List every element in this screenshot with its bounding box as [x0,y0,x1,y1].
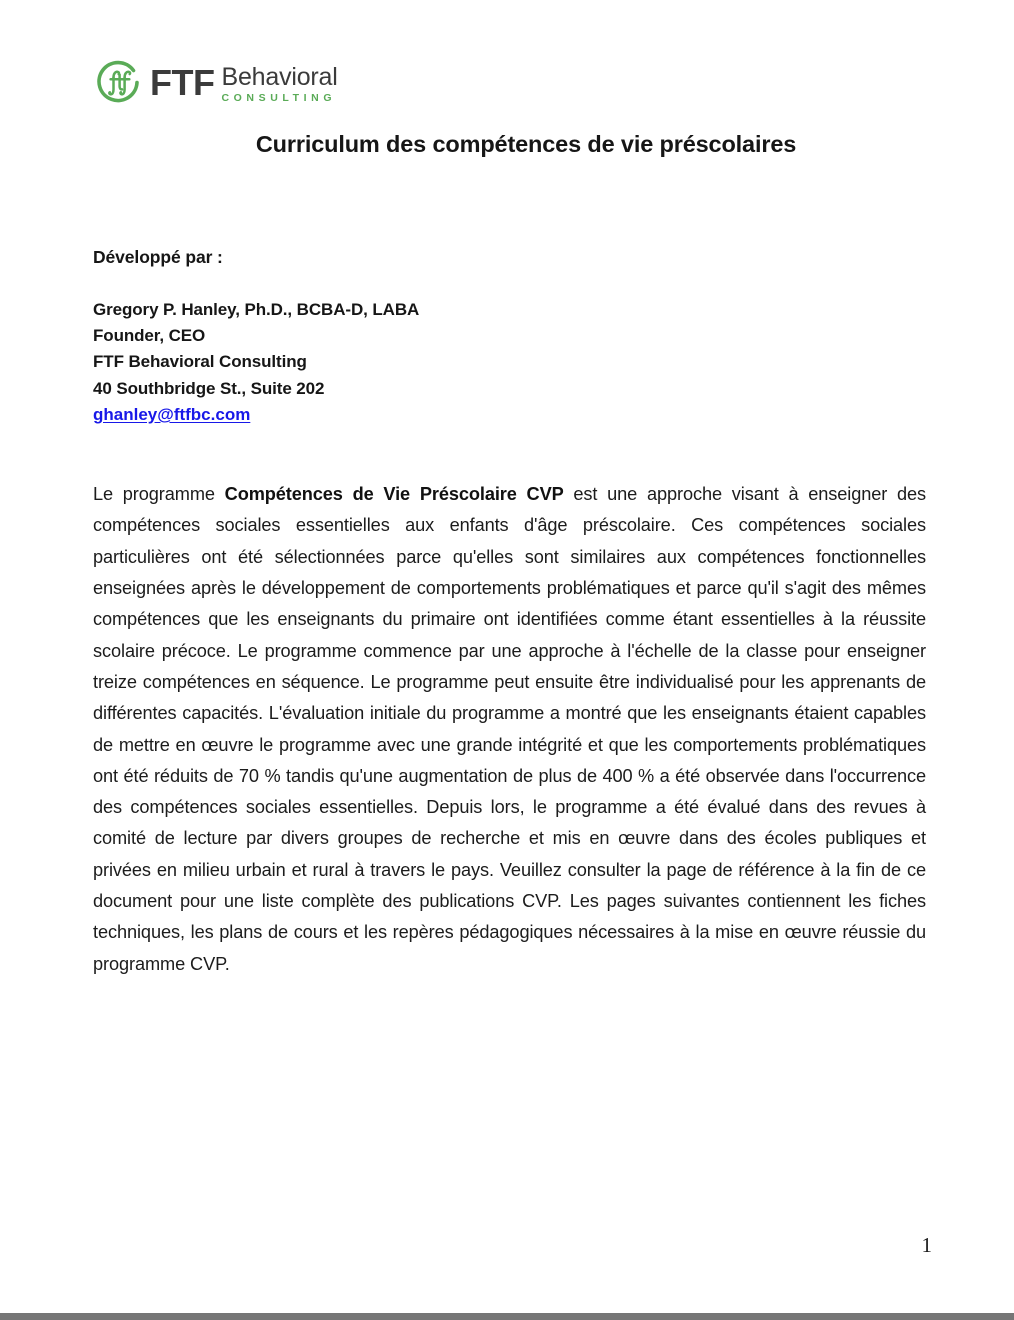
paragraph-text: Le programme [93,484,225,505]
intro-paragraph [93,479,926,980]
author-address: 40 Southbridge St., Suite 202 [93,378,325,398]
author-email-link[interactable]: ghanley@ftfbc.com [93,404,251,424]
page-bottom-rule [0,1313,1014,1320]
logo-ftf-text: FTF [150,62,215,103]
author-block [93,247,693,428]
author-email-row [93,402,693,428]
page-title: Curriculum des compétences de vie préscolaires [255,130,797,157]
logo-consulting-text: CONSULTING [221,92,337,104]
author-role: Founder, CEO [93,326,206,346]
ftf-behavioral-logo [93,56,338,110]
paragraph-text: est une approche visant à enseigner des compétences sociales essentielles aux enfants d'âge préscolaire. Ces compétences sociales particulières ont été sélectionnées parce qu'elles sont similaires aux compétences fonctionnelles enseignées après le développement de comportements problématiques et parce qu'il s'agit des mêmes compétences que les enseignants du primaire ont identifiées comme étant essentielles à la réussite scolaire précoce. Le programme commence par une approche à l'échelle de la classe pour enseigner treize compétences en séquence. Le programme peut ensuite être individualisé pour les apprenants de différentes capacités. L'évaluation initiale du programme a montré que les enseignants étaient capables de mettre en œuvre le programme avec une grande intégrité et que les comportements problématiques ont été réduits de 70 % tandis qu'une augmentation de plus de 400 % a été observée dans l'occurrence des compétences sociales essentielles. Depuis lors, le programme a été évalué dans des revues à comité de lecture par divers groupes de recherche et mis en œuvre dans des écoles publiques et privées en milieu urbain et rural à travers le pays. Veuillez consulter la page de référence à la fin de ce document pour une liste complète des publications CVP. Les pages suivantes contiennent les fiches techniques, les plans de cours et les repères pédagogiques nécessaires à la mise en œuvre réussie du programme CVP. [93,484,926,974]
logo-behavioral-text: Behavioral [221,62,338,91]
logo-text-stack [221,63,337,104]
developed-by-label: Développé par : [93,247,223,267]
logo-wordmark [150,58,338,108]
author-name: Gregory P. Hanley, Ph.D., BCBA-D, LABA [93,300,420,319]
author-organization: FTF Behavioral Consulting [93,352,307,372]
program-name-emphasis: Compétences de Vie Préscolaire CVP [224,484,564,505]
ftf-monogram-icon [93,58,143,108]
page-number: 1 [921,1233,932,1257]
